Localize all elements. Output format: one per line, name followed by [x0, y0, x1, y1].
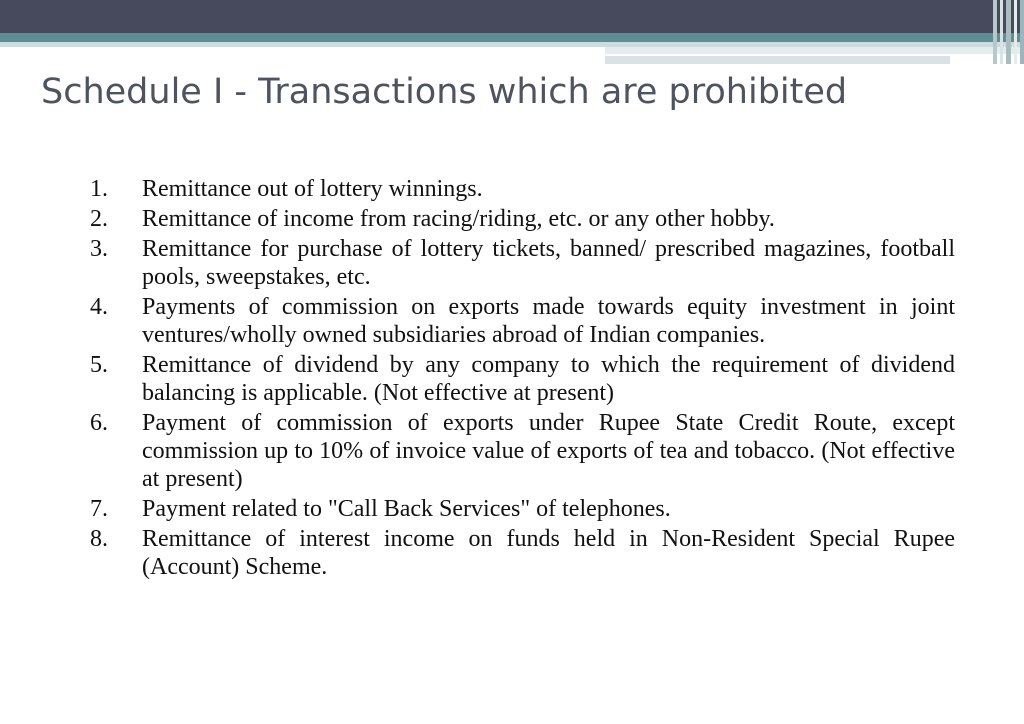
list-item — [90, 495, 955, 523]
list-item-number: 3. — [90, 236, 108, 262]
list-item-text: Remittance of dividend by any company to which the requirement of dividend balancing is applicable. (Not effective at present) — [142, 352, 955, 406]
list-item-text: Remittance for purchase of lottery tickets, banned/ prescribed magazines, football pools, sweepstakes, etc. — [142, 236, 955, 290]
list-item-number: 4. — [90, 294, 108, 320]
header-band-pale-lower — [605, 56, 950, 64]
list-item-text: Payment related to "Call Back Services" of telephones. — [142, 496, 671, 522]
list-item — [90, 293, 955, 349]
list-item-number: 2. — [90, 206, 108, 232]
list-item-text: Remittance out of lottery winnings. — [142, 176, 483, 202]
list-item — [90, 525, 955, 581]
list-item — [90, 175, 955, 203]
list-item-number: 7. — [90, 496, 108, 522]
list-item-number: 5. — [90, 352, 108, 378]
header-band-pale — [605, 47, 1024, 54]
header-band-teal — [0, 33, 1024, 42]
list-item — [90, 205, 955, 233]
list-item — [90, 235, 955, 291]
list-item-text: Payment of commission of exports under Rupee State Credit Route, except commission up to 10% of invoice value of exports of tea and tobacco. (Not effective at present) — [142, 410, 955, 492]
slide-title: Schedule I - Transactions which are prohibited — [41, 72, 848, 112]
header-band-dark — [0, 0, 1024, 33]
list-item-number: 8. — [90, 526, 108, 552]
list-item-text: Payments of commission on exports made towards equity investment in joint ventures/wholly owned subsidiaries abroad of Indian companies. — [142, 294, 955, 348]
list-item — [90, 409, 955, 493]
list-item-number: 1. — [90, 176, 108, 202]
header-decorative-stripes — [988, 0, 1024, 64]
list-item-text: Remittance of interest income on funds held in Non-Resident Special Rupee (Account) Scheme. — [142, 526, 955, 580]
prohibited-transactions-list — [90, 175, 955, 583]
list-item-text: Remittance of income from racing/riding, etc. or any other hobby. — [142, 206, 775, 232]
list-item-number: 6. — [90, 410, 108, 436]
list-item — [90, 351, 955, 407]
